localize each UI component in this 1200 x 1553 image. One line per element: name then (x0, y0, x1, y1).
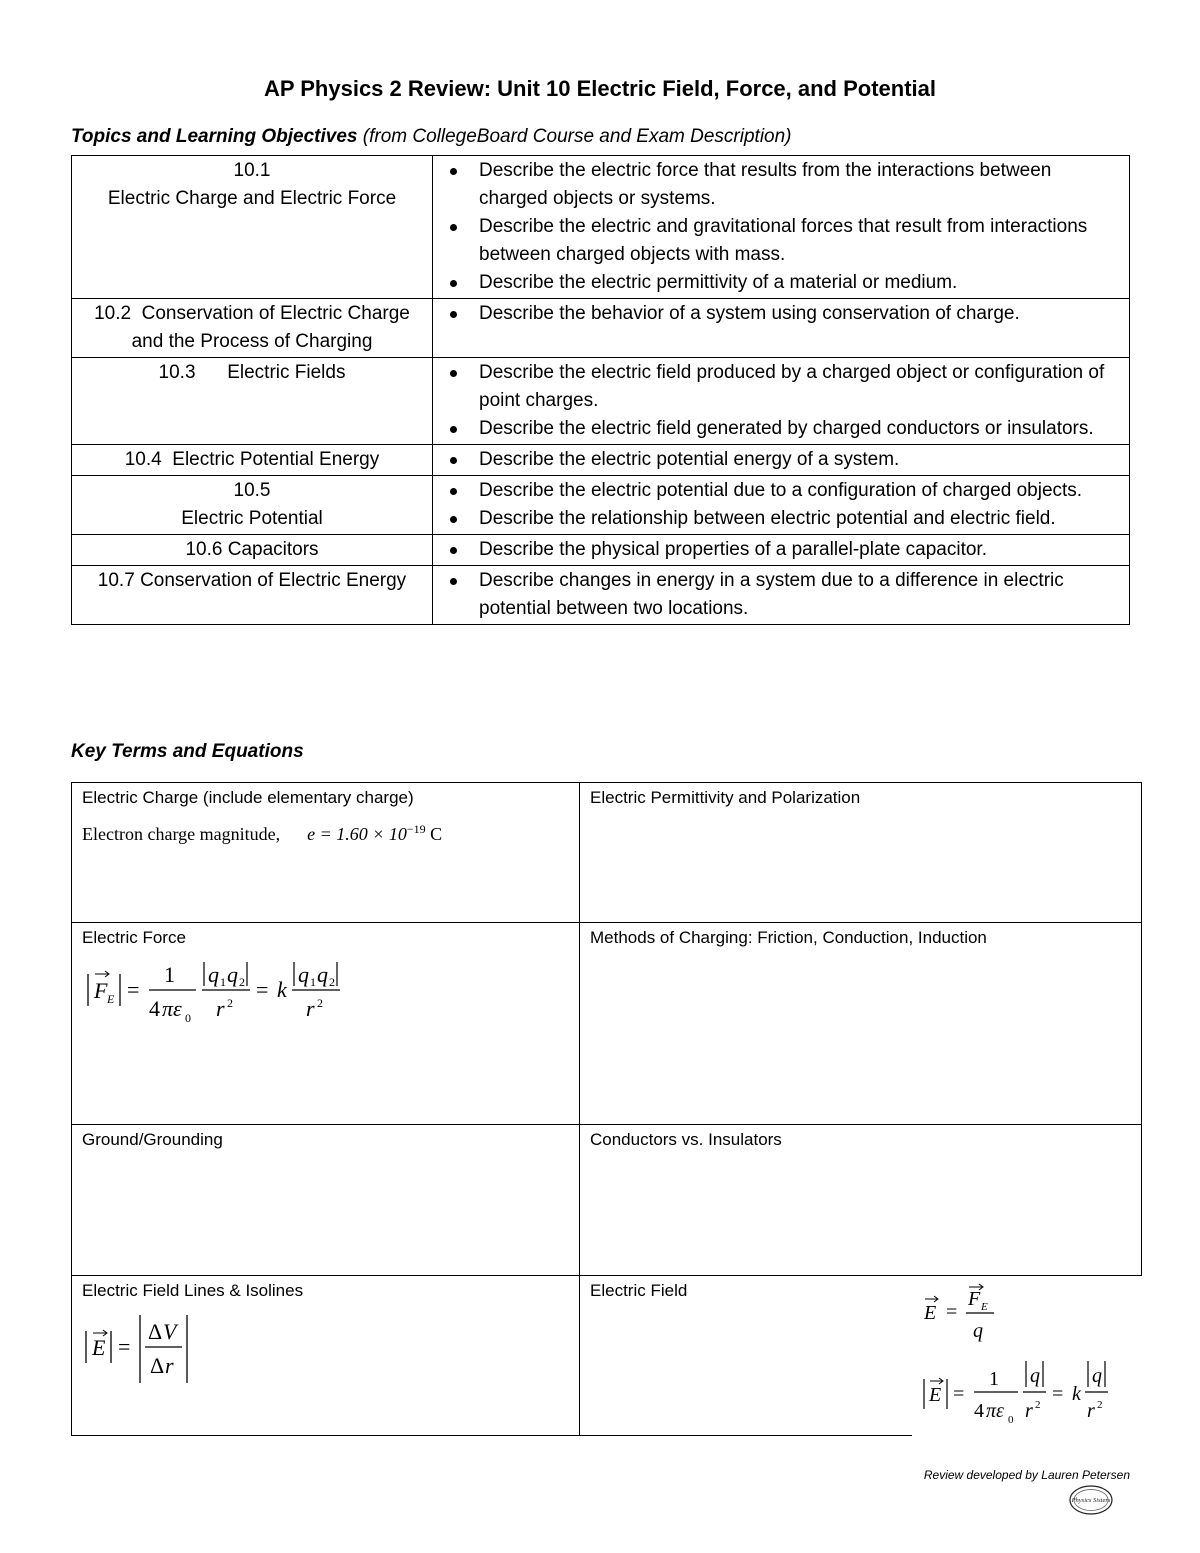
topic-cell (72, 299, 433, 358)
terms-row (72, 783, 1142, 923)
term-label: Electric Field (590, 1281, 688, 1300)
term-cell-ground (72, 1125, 580, 1276)
term-cell-conductors (580, 1125, 1142, 1276)
topic-name: Electric Potential (181, 508, 323, 529)
topic-name: Electric Charge and Electric Force (107, 188, 397, 209)
svg-text:4: 4 (974, 1400, 984, 1422)
svg-text:0: 0 (1008, 1414, 1014, 1426)
terms-heading (71, 741, 304, 763)
svg-text:E: E (107, 992, 115, 1006)
svg-text:=: = (1052, 1383, 1064, 1405)
topic-number: 10.2 (94, 303, 132, 324)
topic-number: 10.7 (97, 570, 135, 591)
footer-credit: Review developed by Lauren Petersen (923, 1468, 1130, 1482)
svg-text:r: r (306, 996, 315, 1021)
topic-number: 10.4 (124, 449, 162, 470)
objectives-cell (433, 156, 1130, 299)
svg-text:Δ: Δ (150, 1353, 165, 1378)
svg-text:2: 2 (227, 996, 233, 1010)
objectives-cell (433, 476, 1130, 535)
objective-item: Describe the electric potential due to a configuration of charged objects. (437, 477, 1125, 505)
svg-text:E: E (92, 1335, 106, 1360)
svg-text:1: 1 (989, 1368, 999, 1390)
topic-name: Capacitors (227, 539, 319, 560)
term-label: Electric Field Lines & Isolines (82, 1281, 304, 1300)
svg-text:Δ: Δ (148, 1319, 163, 1344)
svg-text:q: q (317, 962, 328, 987)
topic-name: Electric Potential Energy (172, 449, 380, 470)
topic-name: Conservation of Electric Energy (140, 570, 407, 591)
svg-text:q: q (227, 962, 238, 987)
topic-row (72, 535, 1130, 566)
term-label: Electric Force (82, 928, 186, 947)
svg-text:=: = (256, 977, 269, 1002)
topic-row (72, 566, 1130, 625)
objective-item: Describe the behavior of a system using conservation of charge. (437, 300, 1125, 328)
term-cell-charge (72, 783, 580, 923)
svg-text:=: = (953, 1383, 965, 1405)
svg-text:1: 1 (220, 975, 226, 989)
terms-table (71, 782, 1142, 1436)
svg-text:k: k (1072, 1383, 1081, 1405)
topics-heading (71, 126, 792, 148)
topic-row (72, 156, 1130, 299)
term-cell-field (580, 1276, 1142, 1436)
objective-item: Describe the electric field produced by a charged object or configuration of point charges. (437, 359, 1125, 415)
svg-text:2: 2 (239, 975, 245, 989)
svg-text:E: E (981, 1301, 988, 1313)
page-title: AP Physics 2 Review: Unit 10 Electric Field, Force, and Potential (263, 76, 937, 101)
charge-equation-expression: e = 1.60 × 10 (307, 824, 407, 844)
charge-equation-label: Electron charge magnitude, (82, 824, 281, 844)
svg-text:πε: πε (986, 1400, 1004, 1422)
svg-text:0: 0 (185, 1011, 191, 1025)
term-label: Electric Permittivity and Polarization (590, 788, 861, 807)
svg-text:=: = (127, 977, 140, 1002)
svg-text:4: 4 (149, 996, 160, 1021)
objective-item: Describe the physical properties of a parallel-plate capacitor. (437, 536, 1125, 564)
objectives-cell (433, 566, 1130, 625)
svg-text:F: F (94, 978, 108, 1003)
topic-cell (72, 535, 433, 566)
term-cell-permittivity (580, 783, 1142, 923)
svg-text:πε: πε (162, 996, 182, 1021)
topics-heading-bold: Topics and Learning Objectives (71, 126, 358, 147)
objectives-cell (433, 299, 1130, 358)
svg-text:1: 1 (164, 962, 175, 987)
topic-number: 10.5 (233, 480, 271, 501)
svg-text:2: 2 (329, 975, 335, 989)
charge-equation-unit: C (430, 824, 443, 844)
topic-row (72, 445, 1130, 476)
topic-cell (72, 156, 433, 299)
objectives-cell (433, 535, 1130, 566)
objective-item: Describe the relationship between electric potential and electric field. (437, 505, 1125, 533)
svg-text:F: F (968, 1288, 981, 1310)
svg-text:2: 2 (317, 996, 323, 1010)
field-potential-gradient-equation (82, 1309, 569, 1389)
field-equations (912, 1276, 1144, 1436)
topic-name: Electric Fields (227, 362, 346, 383)
svg-text:2: 2 (1035, 1399, 1041, 1411)
topics-heading-source: (from CollegeBoard Course and Exam Description) (357, 126, 792, 147)
topic-cell (72, 476, 433, 535)
coulomb-law-equation (82, 952, 569, 1032)
topic-cell (72, 566, 433, 625)
svg-text:2: 2 (1097, 1399, 1103, 1411)
logo-icon (1068, 1483, 1114, 1517)
svg-text:r: r (1087, 1400, 1095, 1422)
svg-text:E: E (929, 1384, 942, 1406)
topic-number: 10.1 (233, 160, 271, 181)
charge-equation-exponent: −19 (406, 822, 426, 836)
objective-item: Describe the electric force that results from the interactions between charged objects or systems. (437, 157, 1125, 213)
svg-text:r: r (165, 1353, 174, 1378)
svg-text:q: q (973, 1320, 983, 1342)
term-cell-methods (580, 923, 1142, 1125)
objective-item: Describe changes in energy in a system due to a difference in electric potential between two locations. (437, 567, 1125, 623)
term-label: Conductors vs. Insulators (590, 1130, 782, 1149)
topic-name: Conservation of Electric Charge and the Process of Charging (131, 303, 410, 352)
electric-field-equations-graphic (912, 1277, 1144, 1437)
terms-row (72, 1276, 1142, 1436)
objective-item: Describe the electric potential energy of a system. (437, 446, 1125, 474)
charge-equation (82, 822, 569, 845)
svg-text:=: = (118, 1334, 131, 1359)
topic-row (72, 476, 1130, 535)
logo-text: Physics Sisters (1071, 1497, 1111, 1504)
objectives-cell (433, 445, 1130, 476)
svg-text:E: E (924, 1302, 937, 1324)
topic-cell (72, 358, 433, 445)
terms-row (72, 1125, 1142, 1276)
topic-number: 10.6 (185, 539, 223, 560)
objective-item: Describe the electric permittivity of a material or medium. (437, 269, 1125, 297)
topics-table (71, 155, 1130, 625)
svg-text:1: 1 (310, 975, 316, 989)
svg-text:r: r (216, 996, 225, 1021)
term-cell-field-lines (72, 1276, 580, 1436)
terms-heading-text: Key Terms and Equations (71, 741, 304, 762)
svg-text:r: r (1025, 1400, 1033, 1422)
topic-row (72, 299, 1130, 358)
term-label: Ground/Grounding (82, 1130, 223, 1149)
svg-text:k: k (277, 977, 287, 1002)
svg-text:q: q (208, 962, 219, 987)
objectives-cell (433, 358, 1130, 445)
terms-row (72, 923, 1142, 1125)
svg-text:q: q (1092, 1365, 1102, 1387)
svg-text:V: V (163, 1319, 177, 1344)
topic-cell (72, 445, 433, 476)
objective-item: Describe the electric field generated by charged conductors or insulators. (437, 415, 1125, 443)
objective-item: Describe the electric and gravitational forces that result from interactions between charged objects with mass. (437, 213, 1125, 269)
term-cell-force (72, 923, 580, 1125)
svg-text:q: q (1030, 1365, 1040, 1387)
svg-text:q: q (298, 962, 309, 987)
svg-text:=: = (946, 1301, 958, 1323)
term-label: Electric Charge (include elementary charge) (82, 788, 414, 807)
topic-row (72, 358, 1130, 445)
term-label: Methods of Charging: Friction, Conduction, Induction (590, 928, 987, 947)
topic-number: 10.3 (158, 362, 196, 383)
